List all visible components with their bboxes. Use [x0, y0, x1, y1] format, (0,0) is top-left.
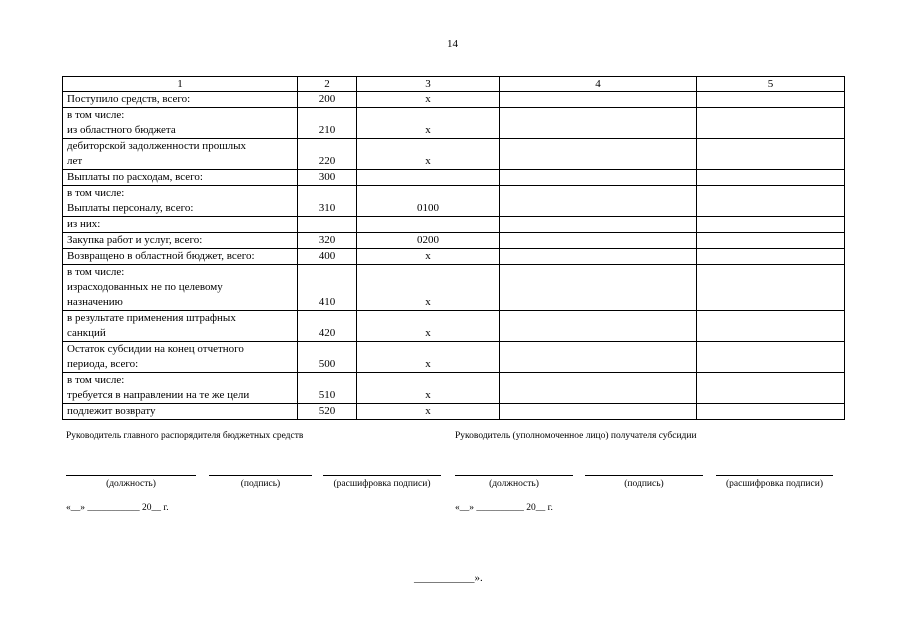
row-code-cell: 520	[298, 404, 357, 420]
right-signature-label: (подпись)	[624, 479, 664, 489]
row-col5-cell	[697, 342, 845, 373]
row-col5-cell	[697, 217, 845, 233]
left-signature-label: (подпись)	[240, 479, 281, 489]
column-header-5: 5	[697, 77, 845, 92]
row-kbk-cell: х	[357, 373, 500, 404]
row-kbk-cell: 0100	[357, 186, 500, 217]
row-col4-cell	[500, 217, 697, 233]
row-code-cell: 420	[298, 311, 357, 342]
row-name-cell	[63, 265, 298, 311]
table-row	[63, 217, 845, 233]
row-kbk-cell: х	[357, 342, 500, 373]
row-name-line: в том числе:	[67, 266, 125, 278]
column-header-2: 2	[298, 77, 357, 92]
right-signature-line	[585, 475, 703, 476]
row-name-line: Выплаты по расходам, всего:	[67, 171, 203, 183]
row-code-cell	[298, 217, 357, 233]
row-col4-cell	[500, 186, 697, 217]
row-col4-cell	[500, 265, 697, 311]
row-col5-cell	[697, 92, 845, 108]
row-name-line: санкций	[67, 327, 106, 339]
row-name-cell	[63, 139, 298, 170]
right-date-line: «__» __________ 20__ г.	[455, 503, 553, 513]
row-col4-cell	[500, 373, 697, 404]
row-code-cell: 510	[298, 373, 357, 404]
table-row	[63, 265, 845, 311]
row-name-line: назначению	[67, 296, 123, 308]
row-name-line: лет	[67, 155, 83, 167]
row-col5-cell	[697, 373, 845, 404]
row-code-cell: 210	[298, 108, 357, 139]
row-name-line: в том числе:	[67, 374, 125, 386]
row-name-cell	[63, 311, 298, 342]
row-name-line: из областного бюджета	[67, 124, 176, 136]
row-name-cell	[63, 249, 298, 265]
table-row	[63, 108, 845, 139]
table-row	[63, 170, 845, 186]
row-name-line: Выплаты персоналу, всего:	[67, 202, 194, 214]
row-col4-cell	[500, 404, 697, 420]
row-name-line: периода, всего:	[67, 358, 139, 370]
row-kbk-cell: х	[357, 311, 500, 342]
row-code-cell: 300	[298, 170, 357, 186]
report-table	[62, 76, 845, 420]
table-row	[63, 404, 845, 420]
row-col4-cell	[500, 92, 697, 108]
row-kbk-cell	[357, 170, 500, 186]
page-number: 14	[447, 38, 458, 50]
row-name-cell	[63, 342, 298, 373]
row-name-line: в том числе:	[67, 109, 125, 121]
column-header-1: 1	[63, 77, 298, 92]
table-row	[63, 233, 845, 249]
table-row	[63, 249, 845, 265]
left-signature-line	[209, 475, 312, 476]
row-col4-cell	[500, 108, 697, 139]
row-col4-cell	[500, 233, 697, 249]
left-name-label: (расшифровка подписи)	[333, 479, 431, 489]
row-col5-cell	[697, 265, 845, 311]
row-code-cell: 400	[298, 249, 357, 265]
row-kbk-cell: х	[357, 92, 500, 108]
row-col4-cell	[500, 311, 697, 342]
column-header-4: 4	[500, 77, 697, 92]
row-name-cell	[63, 92, 298, 108]
row-name-line: в том числе:	[67, 187, 125, 199]
left-name-line	[323, 475, 441, 476]
right-name-label: (расшифровка подписи)	[726, 479, 823, 489]
right-position-label: (должность)	[489, 479, 539, 489]
row-name-line: в результате применения штрафных	[67, 312, 236, 324]
row-col5-cell	[697, 139, 845, 170]
row-kbk-cell: 0200	[357, 233, 500, 249]
closing-mark: ___________».	[414, 572, 483, 584]
table-row	[63, 311, 845, 342]
table-header-row	[63, 77, 845, 92]
report-table-body	[63, 77, 845, 420]
row-name-cell	[63, 108, 298, 139]
table-row	[63, 186, 845, 217]
right-position-line	[455, 475, 573, 476]
row-kbk-cell: х	[357, 265, 500, 311]
row-col4-cell	[500, 342, 697, 373]
row-name-cell	[63, 186, 298, 217]
row-name-cell	[63, 233, 298, 249]
row-col5-cell	[697, 404, 845, 420]
left-date-line: «__» ___________ 20__ г.	[66, 503, 169, 513]
row-code-cell: 200	[298, 92, 357, 108]
row-code-cell: 410	[298, 265, 357, 311]
column-header-3: 3	[357, 77, 500, 92]
row-col5-cell	[697, 108, 845, 139]
row-col4-cell	[500, 170, 697, 186]
right-signature-caption: Руководитель (уполномоченное лицо) получателя субсидии	[455, 431, 697, 441]
row-col5-cell	[697, 186, 845, 217]
row-kbk-cell	[357, 217, 500, 233]
row-col4-cell	[500, 249, 697, 265]
row-name-line: дебиторской задолженности прошлых	[67, 140, 247, 152]
row-name-cell	[63, 217, 298, 233]
row-code-cell: 320	[298, 233, 357, 249]
left-position-line	[66, 475, 196, 476]
row-kbk-cell: х	[357, 249, 500, 265]
row-col5-cell	[697, 311, 845, 342]
row-kbk-cell: х	[357, 139, 500, 170]
row-kbk-cell: х	[357, 404, 500, 420]
row-name-cell	[63, 404, 298, 420]
row-code-cell: 310	[298, 186, 357, 217]
row-name-line: Возвращено в областной бюджет, всего:	[67, 250, 255, 262]
row-name-line: израсходованных не по целевому	[67, 281, 223, 293]
row-name-line: требуется в направлении на те же цели	[67, 389, 250, 401]
table-row	[63, 342, 845, 373]
row-name-cell	[63, 170, 298, 186]
row-name-line: из них:	[67, 218, 101, 230]
row-code-cell: 220	[298, 139, 357, 170]
row-name-line: Остаток субсидии на конец отчетного	[67, 343, 244, 355]
table-row	[63, 92, 845, 108]
left-position-label: (должность)	[106, 479, 156, 489]
row-col5-cell	[697, 249, 845, 265]
right-name-line	[716, 475, 833, 476]
row-col4-cell	[500, 139, 697, 170]
row-name-line: подлежит возврату	[67, 405, 156, 417]
row-name-line: Поступило средств, всего:	[67, 93, 191, 105]
table-row	[63, 139, 845, 170]
row-kbk-cell: х	[357, 108, 500, 139]
row-col5-cell	[697, 170, 845, 186]
row-col5-cell	[697, 233, 845, 249]
row-name-line: Закупка работ и услуг, всего:	[67, 234, 203, 246]
table-row	[63, 373, 845, 404]
left-signature-caption: Руководитель главного распорядителя бюджетных средств	[66, 431, 304, 441]
row-code-cell: 500	[298, 342, 357, 373]
row-name-cell	[63, 373, 298, 404]
